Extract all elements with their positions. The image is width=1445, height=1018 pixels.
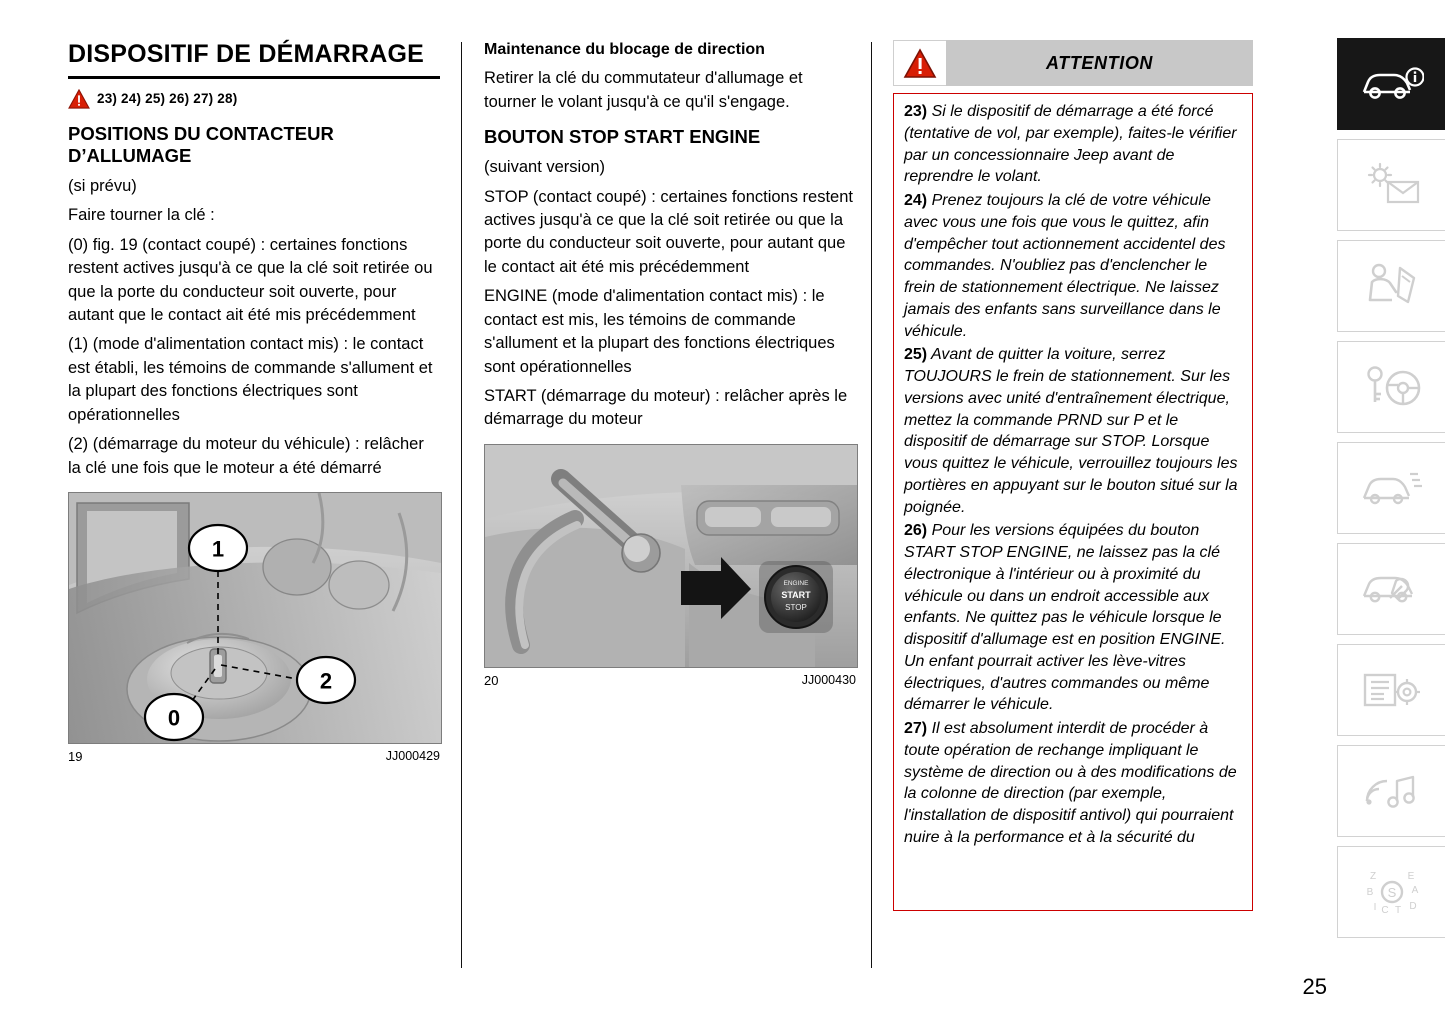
section-title-ignition-positions: POSITIONS DU CONTACTEUR D’ALLUMAGE xyxy=(68,122,334,166)
attention-text-27: Il est absolument interdit de procéder à toute opération de rechange impliquant le système de direction ou à des modifications de la colonne de direction (par exemple, l'installation de dispositif antivol) qui pourraient nuire à la performance et à la sécurité du xyxy=(904,720,1237,846)
page-number: 25 xyxy=(1302,974,1327,999)
column-divider-2 xyxy=(871,42,872,968)
rail-item-vehicle-knowledge[interactable] xyxy=(1337,38,1445,130)
attention-ref-25: 25) xyxy=(904,346,928,364)
section-title-steering-lock: Maintenance du blocage de direction xyxy=(484,41,765,58)
dashboard-mail-icon xyxy=(1360,162,1424,208)
rail-item-maintenance[interactable] xyxy=(1337,543,1445,635)
paragraph-start: START (démarrage du moteur) : relâcher après le démarrage du moteur xyxy=(484,387,848,429)
maintenance-icon xyxy=(1360,568,1424,610)
attention-text-25: Avant de quitter la voiture, serrez TOUJOURS le frein de stationnement. Sur les versions avec unité d'entraînement électrique, mettez la commande PRND sur P et le dispositif de démarrage sur STOP. Lorsque vous quittez le véhicule, verrouillez toujours les portières en appuyant sur le bouton situé sur la poignée. xyxy=(904,346,1238,516)
attention-item-23 xyxy=(904,101,1242,188)
svg-text:S: S xyxy=(1387,885,1396,900)
multimedia-icon xyxy=(1361,769,1423,813)
svg-text:1: 1 xyxy=(211,536,225,562)
attention-item-26 xyxy=(904,520,1242,716)
attention-text-26: Pour les versions équipées du bouton START STOP ENGINE, ne laissez pas la clé électronique à l'intérieur ou à proximité du véhicule ou dans un endroit accessible aux enfants. Ne quittez pas le véhicule lorsque le dispositif d'allumage est en position ENGINE. Un enfant pourrait activer les lève-vitres électriques, d'autres commandes ou même démarrer le véhicule. xyxy=(904,522,1226,714)
column-right-attention xyxy=(893,40,1253,970)
figure-20 xyxy=(484,444,856,688)
title-rule xyxy=(68,76,440,79)
index-icon xyxy=(1361,869,1423,915)
figure-19-caption xyxy=(68,749,440,764)
svg-text:I: I xyxy=(1373,902,1376,913)
attention-item-25 xyxy=(904,344,1242,518)
section-title-stop-start-engine: BOUTON STOP START ENGINE xyxy=(484,126,761,148)
attention-body xyxy=(893,93,1253,911)
rail-item-dashboard[interactable] xyxy=(1337,139,1445,231)
svg-text:E: E xyxy=(1407,871,1414,882)
steering-key-icon xyxy=(1361,364,1423,410)
rail-item-multimedia[interactable] xyxy=(1337,745,1445,837)
paragraph-position-0: (0) fig. 19 (contact coupé) : certaines fonctions restent actives jusqu'à ce que la clé soit retirée ou que la porte du conducteur soit ouverte, pour autant que le contact ait été mis précédemment xyxy=(68,235,433,324)
svg-text:D: D xyxy=(1408,901,1417,912)
section-icon-rail xyxy=(1337,38,1445,947)
paragraph-turn-key: Faire tourner la clé : xyxy=(68,206,215,225)
svg-text:ENGINE: ENGINE xyxy=(783,579,809,587)
paragraph-stop: STOP (contact coupé) : certaines fonctions restent actives jusqu'à ce que la clé soit retirée ou que la porte du conducteur soit ouverte, pour autant que le contact ait été mis précédemment xyxy=(484,187,853,276)
figure-20-code: JJ000430 xyxy=(801,672,856,687)
svg-text:T: T xyxy=(1394,905,1401,915)
warning-triangle-icon xyxy=(68,89,90,109)
column-divider-1 xyxy=(461,42,462,968)
paragraph-steering-lock: Retirer la clé du commutateur d'allumage et tourner le volant jusqu'à ce qu'il s'engage. xyxy=(484,69,803,111)
svg-text:B: B xyxy=(1366,887,1373,898)
attention-item-27 xyxy=(904,718,1242,849)
paragraph-engine: ENGINE (mode d'alimentation contact mis) : le contact est mis, les témoins de commande s'allument et la plupart des fonctions électriques sont opérationnelles xyxy=(484,287,835,376)
column-left xyxy=(68,40,440,970)
attention-text-23: Si le dispositif de démarrage a été forcé (tentative de vol, par exemple), faites-le vérifier par un concessionnaire Jeep avant de reprendre le volant. xyxy=(904,103,1237,186)
warning-reference-numbers: 23) 24) 25) 26) 27) 28) xyxy=(97,91,238,106)
svg-text:2: 2 xyxy=(319,668,333,694)
paragraph-if-equipped: (si prévu) xyxy=(68,176,137,195)
attention-label: ATTENTION xyxy=(946,40,1253,86)
warning-reference-list xyxy=(68,89,440,109)
attention-ref-23: 23) xyxy=(904,103,928,120)
svg-text:Z: Z xyxy=(1369,871,1376,882)
paragraph-position-1: (1) (mode d'alimentation contact mis) : le contact est établi, les témoins de commande s'allument et la plupart des fonctions électriques sont opérationnelles xyxy=(68,335,433,424)
svg-text:0: 0 xyxy=(167,705,181,731)
figure-19 xyxy=(68,492,440,764)
figure-20-image xyxy=(484,444,858,668)
safety-seat-icon xyxy=(1362,262,1422,310)
svg-text:A: A xyxy=(1411,885,1418,896)
figure-19-image xyxy=(68,492,442,744)
svg-text:START: START xyxy=(781,589,811,600)
paragraph-version-note: (suivant version) xyxy=(484,158,606,177)
page-title: DISPOSITIF DE DÉMARRAGE xyxy=(68,40,425,68)
attention-text-24: Prenez toujours la clé de votre véhicule avec vous une fois que vous le quittez, afin d'empêcher tout actionnement accidentel des commandes. N'oubliez pas d'enclencher le frein de stationnement électrique. Ne laissez jamais des enfants sans surveillance dans le véhicule. xyxy=(904,192,1226,340)
figure-19-code: JJ000429 xyxy=(385,748,440,763)
attention-ref-26: 26) xyxy=(904,522,928,540)
specifications-icon xyxy=(1360,668,1424,712)
figure-19-number: 19 xyxy=(68,748,83,764)
attention-item-24 xyxy=(904,190,1242,342)
warning-triangle-icon xyxy=(903,48,937,79)
rail-item-starting-driving[interactable] xyxy=(1337,341,1445,433)
attention-triangle-box xyxy=(893,40,946,86)
attention-ref-27: 27) xyxy=(904,720,928,737)
rail-item-emergency[interactable] xyxy=(1337,442,1445,534)
attention-ref-24: 24) xyxy=(904,192,928,209)
car-info-icon xyxy=(1360,64,1424,104)
svg-text:C: C xyxy=(1380,905,1389,915)
figure-20-number: 20 xyxy=(484,672,499,688)
svg-text:STOP: STOP xyxy=(785,602,807,612)
figure-20-caption xyxy=(484,673,856,688)
rail-item-index[interactable] xyxy=(1337,846,1445,938)
rail-item-specifications[interactable] xyxy=(1337,644,1445,736)
emergency-icon xyxy=(1360,466,1424,510)
attention-header xyxy=(893,40,1253,86)
column-middle xyxy=(484,40,856,970)
paragraph-position-2: (2) (démarrage du moteur du véhicule) : relâcher la clé une fois que le moteur a été démarré xyxy=(68,435,424,477)
rail-item-safety[interactable] xyxy=(1337,240,1445,332)
